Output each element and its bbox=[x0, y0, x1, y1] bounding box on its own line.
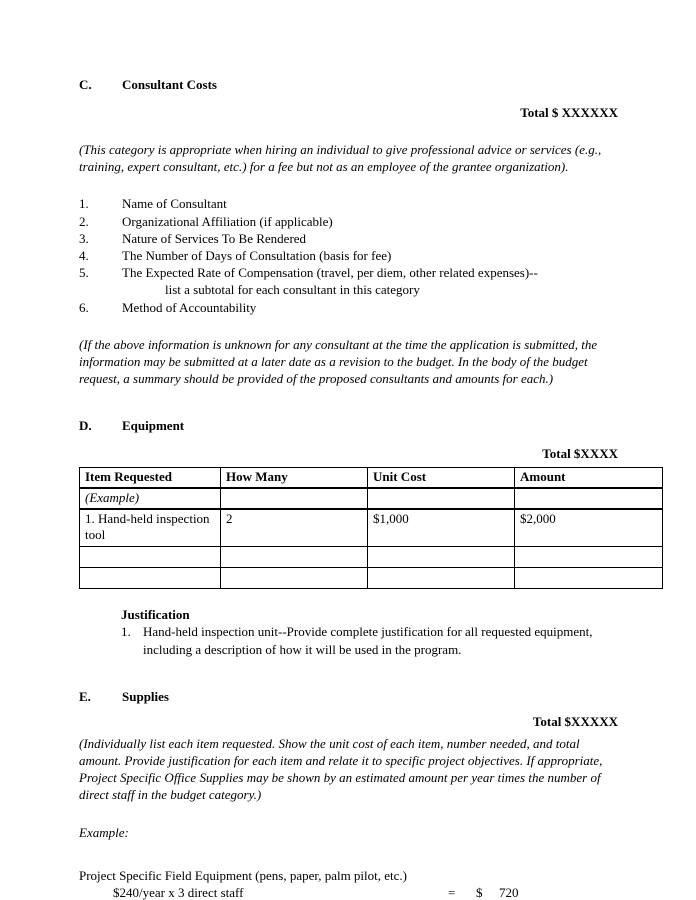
section-heading-consultant bbox=[79, 76, 618, 93]
cell-unit-cost[interactable] bbox=[368, 568, 515, 589]
example-empty-cell[interactable] bbox=[515, 488, 663, 509]
list-item-number: 3. bbox=[79, 230, 89, 246]
cell-amount[interactable]: $2,000 bbox=[515, 509, 663, 547]
total-consultant: Total $ XXXXXX bbox=[520, 105, 618, 120]
section-title-equipment: Equipment bbox=[122, 418, 185, 434]
cell-unit-cost[interactable]: $1,000 bbox=[368, 509, 515, 547]
list-item-number: 2. bbox=[79, 213, 89, 229]
example-empty-cell[interactable] bbox=[221, 488, 368, 509]
list-item-label: Method of Accountability bbox=[122, 299, 257, 315]
list-item bbox=[79, 299, 618, 316]
cell-how-many[interactable]: 2 bbox=[221, 509, 368, 547]
supplies-intro-paragraph: (Individually list each item requested. Show the unit cost of each item, number needed, and total amount. Provide justification for each item and relate it to specific project objectives. If appropriate, Project Specific Office Supplies may be shown by an estimated amount per year times the number of direct staff in the budget category.) bbox=[79, 735, 603, 803]
cell-how-many[interactable] bbox=[221, 547, 368, 568]
list-item bbox=[79, 247, 618, 264]
table-row-example bbox=[80, 488, 663, 509]
column-header-unit-cost: Unit Cost bbox=[368, 468, 515, 489]
table-row bbox=[80, 509, 663, 547]
total-equipment: Total $XXXX bbox=[542, 446, 618, 462]
column-header-how-many: How Many bbox=[221, 468, 368, 489]
document-content bbox=[79, 76, 618, 900]
list-item-label: Organizational Affiliation (if applicable) bbox=[122, 213, 333, 229]
calculation-description: $240/year x 3 direct staff bbox=[113, 885, 244, 900]
cell-amount[interactable] bbox=[515, 547, 663, 568]
list-item-number: 6. bbox=[79, 299, 89, 315]
consultant-intro-paragraph: (This category is appropriate when hiring an individual to give professional advice or services (e.g., training, expert consultant, etc.) for a fee but not as an employee of the grantee organization). bbox=[79, 142, 602, 175]
supplies-example-item: Project Specific Field Equipment (pens, paper, palm pilot, etc.) bbox=[79, 867, 408, 883]
list-item-label: The Expected Rate of Compensation (travel, per diem, other related expenses)-- bbox=[122, 265, 538, 281]
list-item-label: The Number of Days of Consultation (basis for fee) bbox=[122, 248, 392, 264]
section-letter-e: E. bbox=[79, 688, 91, 704]
table-header-row bbox=[80, 468, 663, 489]
list-item-label: Name of Consultant bbox=[122, 196, 227, 212]
section-title-supplies: Supplies bbox=[122, 688, 169, 704]
calculation-currency-symbol: $ bbox=[476, 885, 483, 900]
example-empty-cell[interactable] bbox=[368, 488, 515, 509]
cell-how-many[interactable] bbox=[221, 568, 368, 589]
justification-list bbox=[121, 623, 618, 657]
cell-item-requested[interactable] bbox=[80, 568, 221, 589]
justification-block bbox=[79, 606, 618, 657]
consultant-requirements-list bbox=[79, 195, 618, 315]
total-supplies: Total $XXXXX bbox=[532, 713, 618, 729]
section-heading-supplies bbox=[79, 688, 618, 705]
table-row bbox=[80, 568, 663, 589]
cell-unit-cost[interactable] bbox=[368, 547, 515, 568]
section-letter-c: C. bbox=[79, 77, 92, 92]
list-item-continuation: list a subtotal for each consultant in this category bbox=[165, 282, 420, 298]
list-item-number: 5. bbox=[79, 265, 89, 281]
list-item bbox=[79, 213, 618, 230]
justification-heading: Justification bbox=[121, 607, 190, 623]
cell-item-requested[interactable] bbox=[80, 547, 221, 568]
section-title-consultant: Consultant Costs bbox=[122, 77, 217, 92]
cell-amount[interactable] bbox=[515, 568, 663, 589]
list-item bbox=[79, 264, 618, 298]
list-item bbox=[121, 623, 618, 657]
list-item-label: Nature of Services To Be Rendered bbox=[122, 230, 307, 246]
table-row bbox=[80, 547, 663, 568]
list-item-label: Hand-held inspection unit--Provide complete justification for all requested equipment, including a description of how it will be used in the program. bbox=[143, 624, 593, 657]
list-item-number: 1. bbox=[79, 196, 89, 212]
list-item bbox=[79, 195, 618, 212]
calculation-equals-sign: = bbox=[448, 885, 456, 900]
column-header-item-requested: Item Requested bbox=[80, 468, 221, 489]
equipment-table bbox=[79, 467, 663, 589]
column-header-amount: Amount bbox=[515, 468, 663, 489]
supplies-example-label: Example: bbox=[79, 824, 129, 840]
consultant-note-paragraph: (If the above information is unknown for any consultant at the time the application is submitted, the information may be submitted at a later date as a revision to the budget. In the body of the budget request, a summary should be provided of the proposed consultants and amounts for each.) bbox=[79, 336, 598, 387]
section-letter-d: D. bbox=[79, 418, 92, 434]
cell-item-requested[interactable]: 1. Hand-held inspection tool bbox=[80, 509, 221, 547]
supplies-example-calculation bbox=[79, 884, 618, 900]
calculation-amount: 720 bbox=[499, 885, 519, 900]
list-item-number: 4. bbox=[79, 248, 89, 264]
section-heading-equipment bbox=[79, 417, 618, 434]
list-item bbox=[79, 230, 618, 247]
example-label-cell: (Example) bbox=[80, 488, 221, 509]
list-item-number: 1. bbox=[121, 624, 131, 640]
